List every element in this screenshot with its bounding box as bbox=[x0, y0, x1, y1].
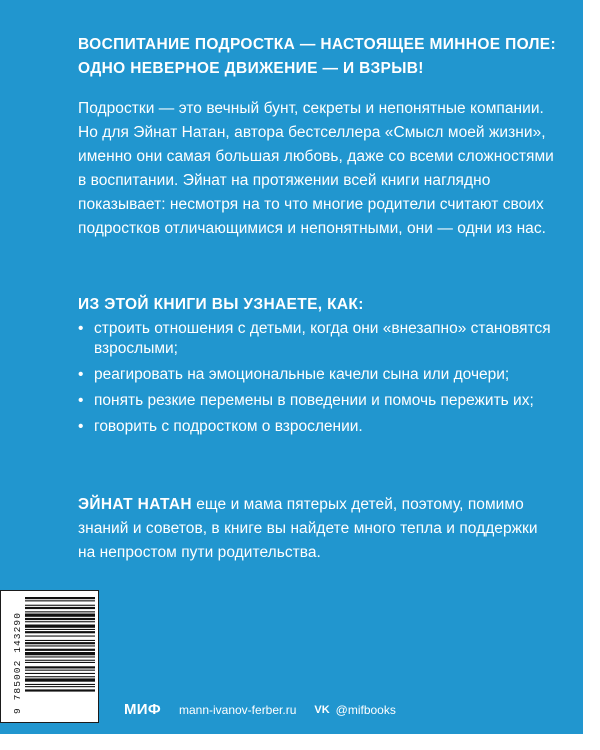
barcode-bar bbox=[25, 684, 95, 685]
social-handle[interactable]: @mifbooks bbox=[335, 702, 396, 717]
barcode-bar bbox=[25, 686, 95, 687]
publisher-website[interactable]: mann-ivanov-ferber.ru bbox=[178, 702, 297, 717]
publisher-logo: МИФ bbox=[124, 701, 161, 718]
author-name: ЭЙНАТ НАТАН bbox=[78, 496, 192, 513]
barcode-bar bbox=[25, 621, 95, 622]
barcode-bar bbox=[25, 662, 95, 663]
intro-paragraph: Подростки — это вечный бунт, секреты и непонятные компании. Но для Эйнат Натан, автора бестселлера «Смысл моей жизни», именно они самая большая любовь, даже со всеми сложностями в воспитании. Эйнат на протяжении всей книги наглядно показывает: несмотря на то что многие родители считают своих подростков отличающимися и непонятными, они — одни из нас. bbox=[78, 100, 554, 237]
list-item: • строить отношения с детьми, когда они «внезапно» становятся взрослыми; bbox=[78, 319, 558, 359]
barcode-bar bbox=[25, 618, 95, 620]
barcode-bar bbox=[25, 611, 95, 612]
isbn-barcode bbox=[0, 590, 99, 723]
benefits-list bbox=[78, 319, 558, 443]
vk-icon: VK bbox=[314, 703, 330, 716]
barcode-bar bbox=[25, 689, 95, 691]
list-item: • реагировать на эмоциональные качели сына или дочери; bbox=[78, 365, 558, 385]
barcode-bar bbox=[25, 656, 95, 657]
barcode-bar bbox=[25, 640, 95, 641]
author-paragraph bbox=[78, 493, 558, 565]
list-heading: ИЗ ЭТОЙ КНИГИ ВЫ УЗНАЕТЕ, КАК: bbox=[78, 296, 364, 313]
author-text: еще и мама пятерых детей, поэтому, помимо знаний и советов, в книге вы найдете много тепла и поддержки на непростом пути родительства. bbox=[78, 496, 538, 561]
publisher-footer bbox=[124, 701, 396, 718]
barcode-bar bbox=[25, 607, 95, 609]
barcode-bar bbox=[25, 673, 95, 674]
barcode-bar bbox=[25, 597, 95, 599]
barcode-bar bbox=[25, 666, 95, 668]
list-item: • говорить с подростком о взрослении. bbox=[78, 417, 558, 437]
barcode-bar bbox=[25, 660, 95, 661]
barcode-bar bbox=[25, 629, 95, 630]
barcode-bar bbox=[25, 614, 95, 617]
barcode-bar bbox=[25, 631, 95, 633]
barcode-bar bbox=[25, 649, 95, 651]
barcode-bar bbox=[25, 652, 95, 655]
barcode-bar bbox=[25, 625, 95, 628]
barcode-bar bbox=[25, 678, 95, 681]
barcode-bar bbox=[25, 600, 95, 601]
list-item: • понять резкие перемены в поведении и помочь пережить их; bbox=[78, 391, 558, 411]
barcode-bar bbox=[25, 676, 95, 677]
lead-heading: ВОСПИТАНИЕ ПОДРОСТКА — НАСТОЯЩЕЕ МИННОЕ ПОЛЕ: ОДНО НЕВЕРНОЕ ДВИЖЕНИЕ — И ВЗРЫВ! bbox=[78, 36, 557, 77]
barcode-bar bbox=[25, 636, 95, 637]
barcode-bar bbox=[25, 605, 95, 606]
barcode-bar bbox=[25, 642, 95, 644]
barcode-digits: 9 785002 143290 bbox=[12, 611, 23, 714]
barcode-bar bbox=[25, 645, 95, 646]
barcode-bar bbox=[25, 670, 95, 671]
